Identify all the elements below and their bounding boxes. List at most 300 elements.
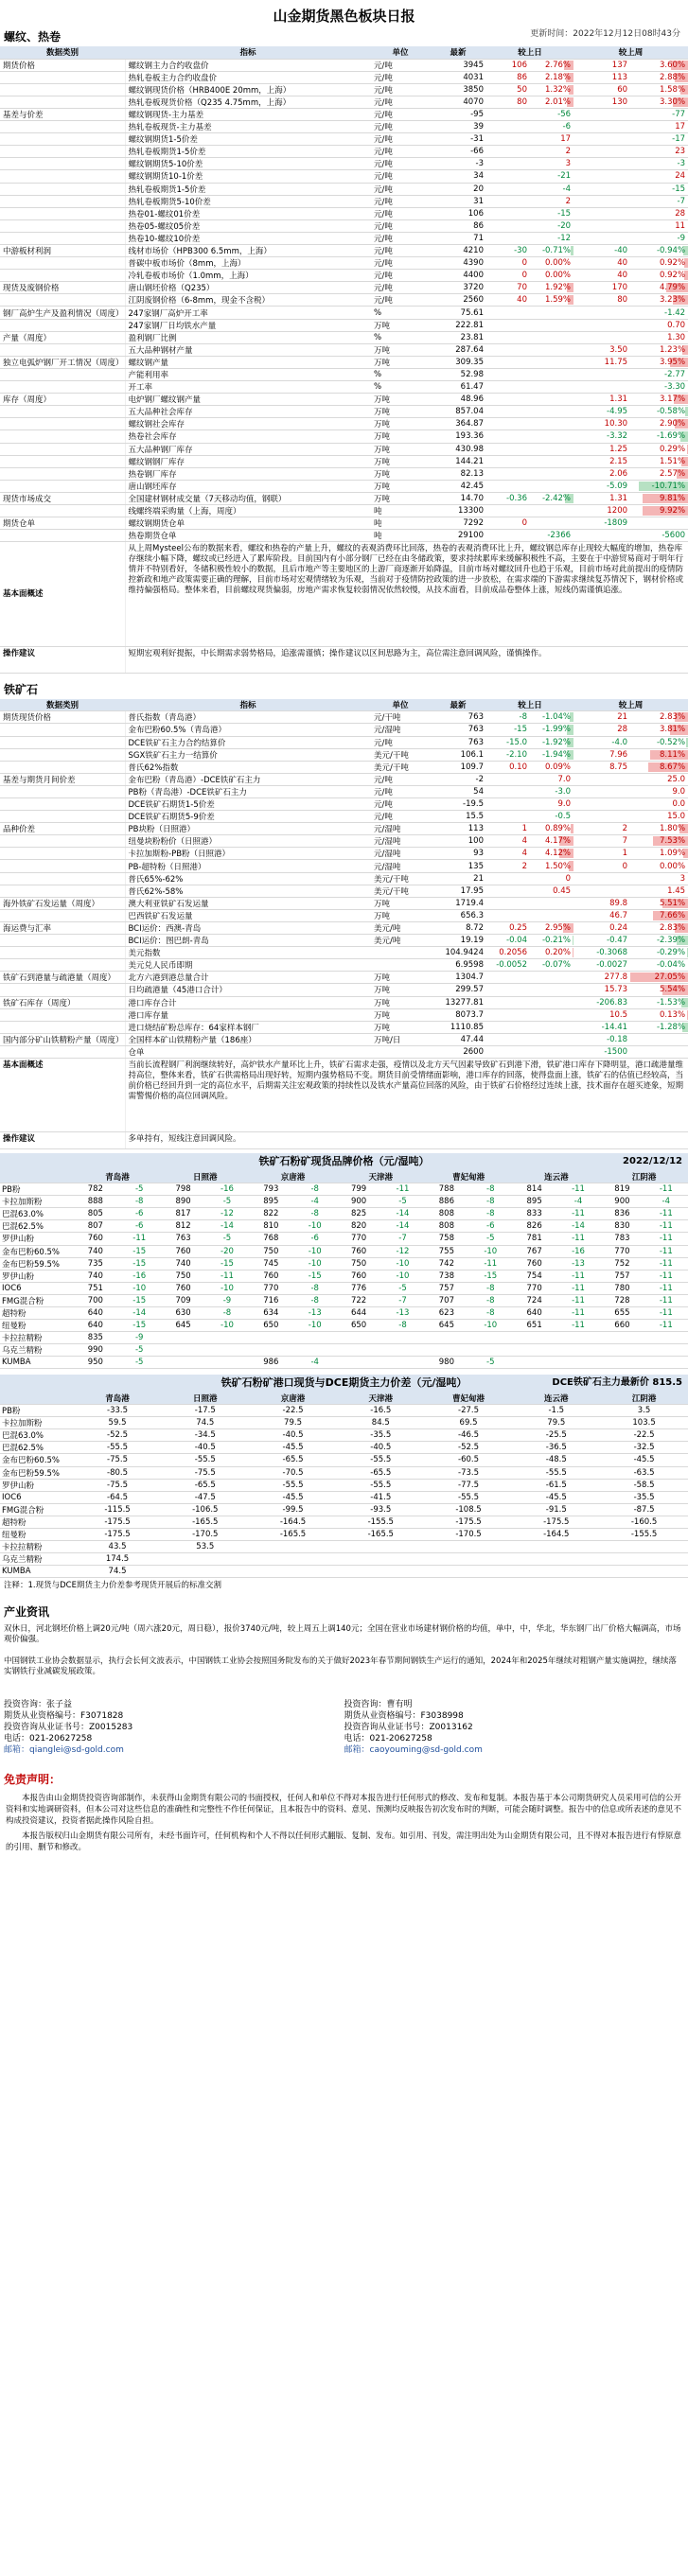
row-change <box>486 1045 530 1058</box>
basic-logic-label: 基本面概述 <box>0 542 125 646</box>
port-price-value: 740 <box>74 1245 117 1257</box>
basis-value <box>600 1566 688 1578</box>
row-category <box>0 170 125 183</box>
basis-value: -16.5 <box>337 1405 425 1417</box>
analyst-email[interactable]: 邮箱：qianglei@sd-gold.com <box>4 1745 124 1756</box>
brand-name: PB粉 <box>0 1405 74 1417</box>
row-change: 2.57% <box>630 467 688 480</box>
row-category <box>0 219 125 232</box>
row-indicator: 唐山钢坯库存 <box>125 480 371 492</box>
basis-value: -75.5 <box>74 1479 162 1491</box>
row-change: 46.7 <box>573 909 630 921</box>
row-category <box>0 83 125 96</box>
basis-value: -40.5 <box>161 1442 249 1454</box>
port-price-value: 752 <box>600 1257 644 1270</box>
row-indicator: 螺纹钢期货5-10价差 <box>125 158 371 170</box>
row-category <box>0 798 125 811</box>
table-row <box>0 108 688 120</box>
row-change: -0.18 <box>573 1033 630 1045</box>
row-change: 8.75 <box>573 761 630 773</box>
basis-value <box>249 1541 337 1553</box>
row-latest: 29100 <box>430 530 486 542</box>
table-row <box>0 1233 688 1245</box>
brand-name: 罗伊山粉 <box>0 1479 74 1491</box>
row-unit: 元/吨 <box>371 133 430 146</box>
row-unit: 元/吨 <box>371 183 430 195</box>
basis-value: -32.5 <box>600 1442 688 1454</box>
table-row <box>0 207 688 219</box>
header-port: 天津港 <box>337 1170 425 1183</box>
row-latest: 4031 <box>430 71 486 83</box>
row-change: 2.01% <box>530 96 573 108</box>
row-change <box>573 319 630 331</box>
row-change <box>486 418 530 430</box>
row-change: 10.5 <box>573 1008 630 1021</box>
row-unit: 元/吨 <box>371 59 430 71</box>
row-unit: 万吨 <box>371 356 430 368</box>
header-port: 日照港 <box>161 1392 249 1404</box>
table-row <box>0 1466 688 1479</box>
basis-value: -170.5 <box>161 1529 249 1541</box>
row-change <box>486 356 530 368</box>
table-row <box>0 1008 688 1021</box>
table-row <box>0 798 688 811</box>
port-price-value: 776 <box>337 1282 380 1294</box>
row-change <box>530 1008 573 1021</box>
basis-value: -70.5 <box>249 1466 337 1479</box>
row-indicator: 普氏62%指数 <box>125 761 371 773</box>
row-unit: 元/干吨 <box>371 711 430 724</box>
row-change <box>486 972 530 984</box>
row-change: 24 <box>630 170 688 183</box>
row-change <box>486 368 530 380</box>
basis-value: -65.5 <box>161 1479 249 1491</box>
row-unit: % <box>371 368 430 380</box>
row-category <box>0 761 125 773</box>
row-change: 1.30 <box>630 331 688 343</box>
table-row <box>0 492 688 504</box>
row-indicator: 线材市场价（HPB300 6.5mm，上海） <box>125 245 371 257</box>
row-indicator: 普氏指数（青岛港） <box>125 711 371 724</box>
row-change: -0.04 <box>486 935 530 947</box>
row-unit: 元/吨 <box>371 294 430 307</box>
header-indicator: 指标 <box>125 46 371 59</box>
row-change: 50 <box>486 83 530 96</box>
row-indicator: 北方六港到港总量合计 <box>125 972 371 984</box>
row-indicator: 美元指数 <box>125 947 371 959</box>
table-row <box>0 381 688 394</box>
basis-value: -1.5 <box>512 1405 600 1417</box>
row-change: 1200 <box>573 504 630 517</box>
row-change <box>573 381 630 394</box>
port-price-value <box>337 1332 380 1344</box>
row-latest: 13300 <box>430 504 486 517</box>
row-latest: 193.36 <box>430 430 486 443</box>
port-price-change: -11 <box>644 1220 688 1233</box>
port-price-change: -11 <box>644 1294 688 1306</box>
port-price-change: -16 <box>117 1270 161 1282</box>
row-change: -56 <box>530 108 573 120</box>
table-row <box>0 517 688 530</box>
row-change <box>486 897 530 909</box>
row-latest: 61.47 <box>430 381 486 394</box>
row-category: 期货价格 <box>0 59 125 71</box>
analyst-email[interactable]: 邮箱：caoyouming@sd-gold.com <box>344 1745 483 1756</box>
port-price-value: 888 <box>74 1196 117 1208</box>
brand-name: 纽曼粉 <box>0 1529 74 1541</box>
table-row <box>0 146 688 158</box>
row-change: 1.59% <box>530 294 573 307</box>
table-row <box>0 736 688 748</box>
basis-value: -48.5 <box>512 1454 600 1466</box>
port-price-value: 950 <box>74 1357 117 1369</box>
row-change <box>530 467 573 480</box>
row-change: 0 <box>486 270 530 282</box>
row-change: 10.30 <box>573 418 630 430</box>
analyst-phone: 电话：021-20627258 <box>4 1734 93 1744</box>
port-price-change: -11 <box>556 1282 600 1294</box>
port-price-value <box>161 1332 204 1344</box>
row-category <box>0 71 125 83</box>
row-latest: 31 <box>430 195 486 207</box>
port-price-change: -10 <box>117 1282 161 1294</box>
row-indicator: 普氏65%-62% <box>125 872 371 885</box>
port-price-value: 767 <box>512 1245 556 1257</box>
basis-header-row <box>0 1392 688 1404</box>
row-change <box>486 307 530 319</box>
row-indicator: 五大品种钢材产量 <box>125 343 371 356</box>
table-row <box>0 848 688 860</box>
row-change <box>573 307 630 319</box>
brand-name: 金布巴粉60.5% <box>0 1454 74 1466</box>
basis-value: 69.5 <box>425 1417 513 1429</box>
row-change: 3.60% <box>630 59 688 71</box>
row-change <box>486 170 530 183</box>
brand-name: 乌克兰精粉 <box>0 1553 74 1566</box>
row-change: 2 <box>573 823 630 835</box>
basis-value <box>249 1553 337 1566</box>
row-change <box>573 146 630 158</box>
row-change <box>486 530 530 542</box>
row-category <box>0 1021 125 1033</box>
basis-table-title <box>0 1375 688 1392</box>
row-latest: 47.44 <box>430 1033 486 1045</box>
port-price-change: -11 <box>644 1183 688 1196</box>
table-row <box>0 1344 688 1357</box>
row-latest: 4390 <box>430 257 486 270</box>
table-row <box>0 984 688 996</box>
row-change: -0.94% <box>630 245 688 257</box>
brand-name: IOC6 <box>0 1491 74 1503</box>
brand-name: 卡拉加斯粉 <box>0 1417 74 1429</box>
row-change: -0.0052 <box>486 959 530 972</box>
row-change: 40 <box>573 257 630 270</box>
row-change: -0.52% <box>630 736 688 748</box>
port-price-value: 812 <box>161 1220 204 1233</box>
port-price-value: 770 <box>512 1282 556 1294</box>
row-change: 28 <box>573 724 630 736</box>
basis-value: -45.5 <box>249 1491 337 1503</box>
row-change <box>530 356 573 368</box>
row-change: -0.58% <box>630 406 688 418</box>
row-category <box>0 381 125 394</box>
table-row <box>0 811 688 823</box>
row-change: -8 <box>486 711 530 724</box>
table-row <box>0 1245 688 1257</box>
section-title-rebar: 螺纹、热卷 <box>4 30 62 44</box>
port-price-change: -10 <box>380 1270 424 1282</box>
row-change <box>486 443 530 455</box>
rebar-table <box>0 46 688 542</box>
row-category <box>0 736 125 748</box>
port-price-value <box>249 1332 292 1344</box>
row-change <box>530 455 573 467</box>
table-row <box>0 282 688 294</box>
port-price-title <box>0 1153 688 1170</box>
port-price-change: -11 <box>117 1233 161 1245</box>
basis-value: 103.5 <box>600 1417 688 1429</box>
basis-value <box>600 1541 688 1553</box>
row-change: 15.0 <box>630 811 688 823</box>
port-price-value: 810 <box>249 1220 292 1233</box>
row-change: 2.15 <box>573 455 630 467</box>
row-unit: 万吨 <box>371 492 430 504</box>
port-price-change: -5 <box>117 1357 161 1369</box>
industry-text-1: 双休日，河北钢坯价格上调20元/吨（周六涨20元，周日稳），报价3740元/吨，较上周五上调140元；全国在营业市场建材钢价格的均值，单中，中，华北，华东钢厂出厂价格大幅调高，市场观价偏强。 <box>4 1624 681 1645</box>
port-price-change: -8 <box>468 1183 512 1196</box>
row-change: -1.42 <box>630 307 688 319</box>
row-unit: 万吨/日 <box>371 1033 430 1045</box>
row-change: -4.0 <box>573 736 630 748</box>
row-unit: 美元/干吨 <box>371 748 430 761</box>
row-unit: 万吨 <box>371 319 430 331</box>
table-row <box>0 1405 688 1417</box>
row-change: 0 <box>530 872 573 885</box>
row-indicator: 金布巴粉（青岛港）-DCE铁矿石主力 <box>125 773 371 785</box>
row-indicator: 螺纹钢期货仓单 <box>125 517 371 530</box>
port-price-value: 990 <box>74 1344 117 1357</box>
row-category <box>0 319 125 331</box>
row-indicator: 普氏62%-58% <box>125 885 371 897</box>
row-category <box>0 343 125 356</box>
brand-name: 卡拉加斯粉 <box>0 1196 74 1208</box>
row-change: 4 <box>486 848 530 860</box>
row-unit: 元/吨 <box>371 736 430 748</box>
basis-value: -165.5 <box>249 1529 337 1541</box>
row-change: 1 <box>573 848 630 860</box>
row-latest: 14.70 <box>430 492 486 504</box>
row-change <box>486 872 530 885</box>
table-row <box>0 1541 688 1553</box>
row-change: 0.10 <box>486 761 530 773</box>
row-latest: 287.64 <box>430 343 486 356</box>
row-latest: 4070 <box>430 96 486 108</box>
row-change <box>573 773 630 785</box>
row-change: 9.0 <box>630 785 688 797</box>
row-change: -0.71% <box>530 245 573 257</box>
row-indicator: SGX铁矿石主力一结算价 <box>125 748 371 761</box>
basis-value: -164.5 <box>512 1529 600 1541</box>
port-price-change <box>644 1332 688 1344</box>
row-indicator: DCE铁矿石期货5-9价差 <box>125 811 371 823</box>
port-price-value: 770 <box>600 1245 644 1257</box>
port-price-change: -14 <box>380 1220 424 1233</box>
port-price-change: -5 <box>380 1282 424 1294</box>
row-change <box>630 1045 688 1058</box>
row-change: 0.29% <box>630 443 688 455</box>
port-price-change: -15 <box>117 1294 161 1306</box>
row-change: 0.0 <box>630 798 688 811</box>
row-change: -9 <box>630 232 688 244</box>
row-change <box>486 504 530 517</box>
row-change <box>573 232 630 244</box>
basis-value: -40.5 <box>249 1429 337 1442</box>
row-change: -3 <box>630 158 688 170</box>
table-row <box>0 1257 688 1270</box>
port-price-value: 798 <box>161 1183 204 1196</box>
basis-value: -64.5 <box>74 1491 162 1503</box>
row-change <box>486 1008 530 1021</box>
row-category <box>0 959 125 972</box>
table-row <box>0 183 688 195</box>
row-change: -1.69% <box>630 430 688 443</box>
row-change: -15.0 <box>486 736 530 748</box>
table-row <box>0 170 688 183</box>
table-row <box>0 467 688 480</box>
row-change: -1.94% <box>530 748 573 761</box>
row-unit: 元/湿吨 <box>371 835 430 848</box>
row-change: 277.8 <box>573 972 630 984</box>
row-change <box>486 183 530 195</box>
row-latest: 4210 <box>430 245 486 257</box>
row-latest: 100 <box>430 835 486 848</box>
row-change <box>573 530 630 542</box>
basis-value: -87.5 <box>600 1503 688 1516</box>
row-unit: 吨 <box>371 530 430 542</box>
row-category: 海运费与汇率 <box>0 921 125 934</box>
row-change: -3.0 <box>530 785 573 797</box>
port-price-change: -4 <box>644 1196 688 1208</box>
basis-value: -41.5 <box>337 1491 425 1503</box>
basis-value: -52.5 <box>74 1429 162 1442</box>
row-change: -77 <box>630 108 688 120</box>
basis-value: -47.5 <box>161 1491 249 1503</box>
row-change <box>530 381 573 394</box>
table-row <box>0 897 688 909</box>
basis-value: -45.5 <box>600 1454 688 1466</box>
row-indicator: 唐山钢坯价格（Q235） <box>125 282 371 294</box>
row-category: 独立电弧炉钢厂开工情况（周度） <box>0 356 125 368</box>
table-row <box>0 1320 688 1332</box>
row-change <box>530 406 573 418</box>
contact-card <box>344 1699 685 1756</box>
basis-value: -55.5 <box>161 1454 249 1466</box>
row-change: -30 <box>486 245 530 257</box>
row-change: 40 <box>486 294 530 307</box>
row-change <box>573 195 630 207</box>
port-price-value: 768 <box>249 1233 292 1245</box>
row-latest: 20 <box>430 183 486 195</box>
port-price-change: -12 <box>205 1208 249 1220</box>
row-indicator: PB块粉（日照港） <box>125 823 371 835</box>
row-change: 0.20% <box>530 947 573 959</box>
port-price-table <box>0 1170 688 1369</box>
port-price-change: -6 <box>117 1208 161 1220</box>
port-price-change: -8 <box>380 1320 424 1332</box>
row-indicator: 江阴废钢价格（6-8mm，现金不含税） <box>125 294 371 307</box>
port-price-change: -15 <box>293 1270 337 1282</box>
row-change: 2 <box>530 146 573 158</box>
row-change <box>573 331 630 343</box>
port-price-change: -5 <box>117 1344 161 1357</box>
analyst-cert: 投资咨询从业证书号：Z0015283 <box>4 1723 133 1733</box>
table-row <box>0 773 688 785</box>
row-change: -2.42% <box>530 492 573 504</box>
row-change: 8.11% <box>630 748 688 761</box>
port-price-change: -8 <box>468 1294 512 1306</box>
brand-name: 乌克兰精粉 <box>0 1344 74 1357</box>
row-latest: -66 <box>430 146 486 158</box>
report-title: 山金期货黑色板块日报 <box>273 8 415 25</box>
table-row <box>0 1429 688 1442</box>
port-price-change: -10 <box>293 1220 337 1233</box>
table-row <box>0 257 688 270</box>
row-indicator: 螺纹钢主力合约收盘价 <box>125 59 371 71</box>
header-unit: 单位 <box>371 699 430 711</box>
basis-value: -55.5 <box>337 1479 425 1491</box>
basis-value: -55.5 <box>512 1466 600 1479</box>
basis-value <box>337 1566 425 1578</box>
header-port: 曹妃甸港 <box>425 1392 513 1404</box>
port-price-change <box>556 1357 600 1369</box>
table-row <box>0 232 688 244</box>
row-latest: 106.1 <box>430 748 486 761</box>
row-unit: 元/吨 <box>371 773 430 785</box>
industry-title: 产业资讯 <box>4 1605 50 1620</box>
port-price-change <box>468 1344 512 1357</box>
row-change: 170 <box>573 282 630 294</box>
row-change: -0.21% <box>530 935 573 947</box>
port-price-value: 986 <box>249 1357 292 1369</box>
table-row <box>0 921 688 934</box>
port-price-value: 750 <box>337 1257 380 1270</box>
row-change: -0.0027 <box>573 959 630 972</box>
row-category <box>0 480 125 492</box>
table-row <box>0 972 688 984</box>
row-change: 1.58% <box>630 83 688 96</box>
table-row <box>0 368 688 380</box>
port-price-change <box>380 1332 424 1344</box>
port-price-change: -11 <box>644 1208 688 1220</box>
row-change <box>573 207 630 219</box>
port-price-change: -11 <box>556 1294 600 1306</box>
table-row <box>0 1196 688 1208</box>
port-price-change: -11 <box>468 1257 512 1270</box>
row-unit: % <box>371 381 430 394</box>
row-latest: -95 <box>430 108 486 120</box>
row-category <box>0 133 125 146</box>
rebar-header-row <box>0 46 688 59</box>
port-price-value <box>425 1344 468 1357</box>
row-change: 0 <box>486 257 530 270</box>
port-price-change: -8 <box>468 1282 512 1294</box>
row-change: 80 <box>486 96 530 108</box>
header-port: 连云港 <box>512 1170 600 1183</box>
basis-value: -175.5 <box>74 1516 162 1528</box>
table-row <box>0 343 688 356</box>
row-change: 0.89% <box>530 823 573 835</box>
row-change <box>530 1045 573 1058</box>
